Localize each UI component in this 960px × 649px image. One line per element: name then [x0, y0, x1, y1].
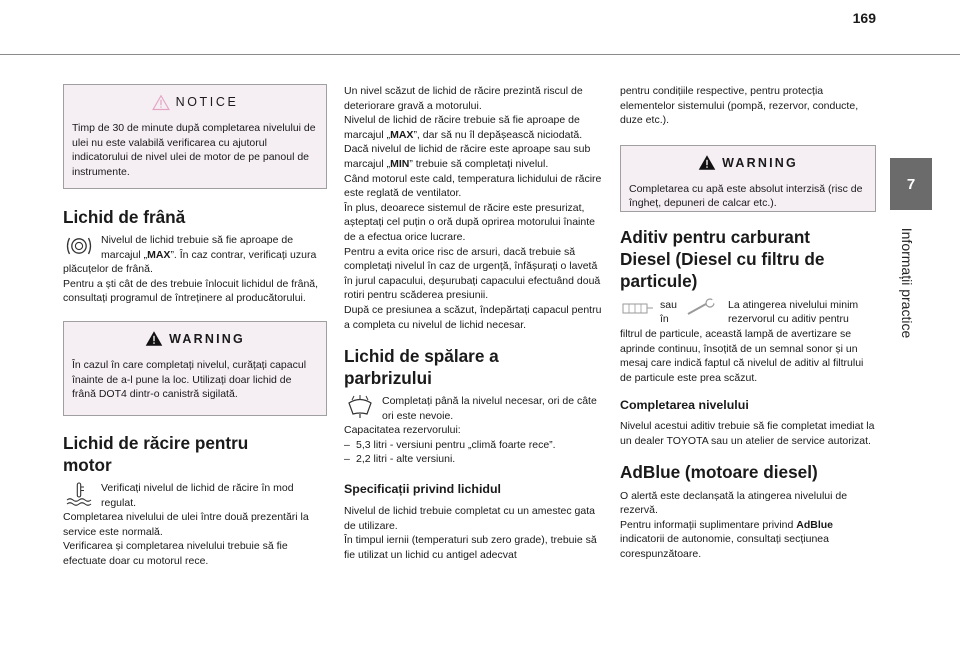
- topup-heading: Completarea nivelului: [620, 398, 749, 413]
- coolant-cont-3: Dacă nivelul de lichid de răcire este aproape sau sub marcajul „MIN” trebuie să completați nivelul.: [344, 143, 591, 170]
- coolant-heading: Lichid de răcire pentru motor: [63, 432, 249, 475]
- fluid-spec-cont: pentru condițiile respective, pentru protecția elementelor sistemului (pompă, rezervor, conducte, duze etc.).: [620, 85, 859, 127]
- fuel-additive-text-1: La atingerea nivelului minim rezervorul cu aditiv pentru: [728, 298, 859, 326]
- warning-text: În cazul în care completați nivelul, curățați capacul înainte de a-l pune la loc. Utilizați doar lichid de frână DOT4 dintr-o canistră sigilată.: [72, 358, 307, 401]
- column-2: [344, 84, 602, 562]
- warning-title: WARNING: [722, 155, 798, 170]
- coolant-temperature-icon: [63, 481, 95, 507]
- adblue-text-1: O alertă este declanșată la atingerea nivelului de rezervă.: [620, 489, 848, 517]
- coolant-cont-2: Nivelul de lichid de răcire trebuie să fie aproape de marcajul „MAX”, dar să nu îl depășească niciodată.: [344, 114, 583, 141]
- coolant-cont-7: După ce presiunea a scăzut, îndepărtați capacul pentru a completa cu nivelul de lichid necesar.: [344, 303, 602, 331]
- additive-icons: [620, 298, 724, 327]
- list-item: – 2,2 litri - alte versiuni.: [344, 453, 456, 466]
- notice-title: NOTICE: [175, 95, 239, 109]
- windscreen-washer-icon: [344, 394, 376, 420]
- notice-text: Timp de 30 de minute după completarea nivelului de ulei nu este valabilă verificarea cu ajutorul indicatorului de nivel ulei de motor de pe panoul de instrumente.: [72, 122, 316, 178]
- coolant-cont-1: Un nivel scăzut de lichid de răcire prezintă riscul de deteriorare gravă a motorului.: [344, 85, 583, 112]
- brake-fluid-section: [63, 233, 327, 306]
- list-item: – 5,3 litri - versiuni pentru „climă foarte rece”.: [344, 438, 556, 451]
- coolant-cont-6: Pentru a evita orice risc de arsuri, dacă trebuie să completați nivelul în caz de urgență, înfășurați o lavetă în jurul capacului, deșurubați capacului efectuând două rotiri pentru scăderea presiunii.: [344, 245, 601, 302]
- warning-header: [629, 153, 867, 173]
- warning-text: Completarea cu apă este absolut interzisă (risc de îngheț, depuneri de calcar etc.).: [629, 182, 863, 210]
- page-number: 169: [852, 10, 876, 26]
- coolant-text-2: Completarea nivelului de ulei între două prezentări la service este normală.: [63, 511, 309, 538]
- caution-triangle-icon: [152, 94, 170, 111]
- washer-fluid-heading: Lichid de spălare a parbrizului: [344, 346, 499, 389]
- adblue-heading: AdBlue (motoare diesel): [620, 461, 818, 482]
- brake-fluid-heading: Lichid de frână: [63, 207, 186, 227]
- coolant-cont-5: În plus, deoarece sistemul de răcire este presurizat, așteptați cel puțin o oră după oprirea motorului înainte de a efectua orice lucrare.: [344, 201, 595, 243]
- wrench-service-icon: [684, 298, 720, 318]
- coolant-section: [63, 481, 327, 569]
- brake-fluid-text-1: Nivelul de lichid trebuie să fie aproape de marcajul „MAX”. În caz contrar, verificați uzura plăcuțelor de frână.: [63, 234, 317, 276]
- coolant-text-1: Verificați nivelul de lichid de răcire în mod regulat.: [101, 481, 294, 509]
- notice-header: [72, 92, 318, 112]
- fluid-spec-heading: Specificații privind lichidul: [344, 482, 501, 497]
- chapter-title: Informații practice: [899, 227, 915, 339]
- fluid-spec-text-2: În timpul iernii (temperaturi sub zero grade), trebuie să fie utilizat un lichid cu antigel adecvat: [344, 534, 597, 561]
- fluid-spec-text-1: Nivelul de lichid trebuie completat cu un amestec gata de utilizare.: [344, 505, 595, 532]
- fuel-filter-icon: [620, 298, 656, 318]
- chapter-tab[interactable]: 7: [890, 158, 932, 210]
- notice-box: [63, 84, 327, 189]
- adblue-text-2: Pentru informații suplimentare privind AdBlue indicatorii de autonomie, consultați secțiunea corespunzătoare.: [620, 518, 833, 560]
- warning-box-water: [620, 145, 876, 212]
- column-1: [63, 84, 327, 569]
- sau-in-text: sau în: [660, 298, 677, 326]
- column-3: [620, 84, 876, 562]
- washer-text-1: Completați până la nivelul necesar, ori de câte ori este nevoie.: [382, 395, 597, 422]
- washer-fluid-section: [344, 394, 602, 467]
- warning-triangle-icon: [698, 154, 716, 171]
- coolant-cont-4: Când motorul este cald, temperatura lichidului de răcire este reglată de ventilator.: [344, 172, 602, 200]
- brake-fluid-icon: [63, 233, 95, 259]
- washer-text-2: Capacitatea rezervorului:: [344, 424, 461, 437]
- brake-fluid-text-2: Pentru a ști cât de des trebuie înlocuit lichidul de frână, consultați programul de întreținere al producătorului.: [63, 277, 319, 305]
- header-rule: [0, 54, 960, 55]
- fuel-additive-section: [620, 298, 876, 386]
- fuel-additive-heading: Aditiv pentru carburant Diesel (Diesel cu filtru de particule): [620, 226, 825, 291]
- warning-header: [72, 329, 318, 349]
- warning-triangle-icon: [145, 330, 163, 347]
- warning-title: WARNING: [169, 331, 245, 346]
- fuel-additive-text-2: filtrul de particule, această lampă de avertizare se aprinde continuu, însoțită de un semnal sonor și un mesaj care indică faptul că nivelul de aditiv al filtrului de particule este prea scăzut.: [620, 327, 864, 384]
- topup-text: Nivelul acestui aditiv trebuie să fie completat imediat la un dealer TOYOTA sau un atelier de service autorizat.: [620, 420, 875, 447]
- warning-box-brake: [63, 321, 327, 416]
- coolant-text-3: Verificarea și completarea nivelului trebuie să fie efectuate doar cu motorul rece.: [63, 540, 288, 567]
